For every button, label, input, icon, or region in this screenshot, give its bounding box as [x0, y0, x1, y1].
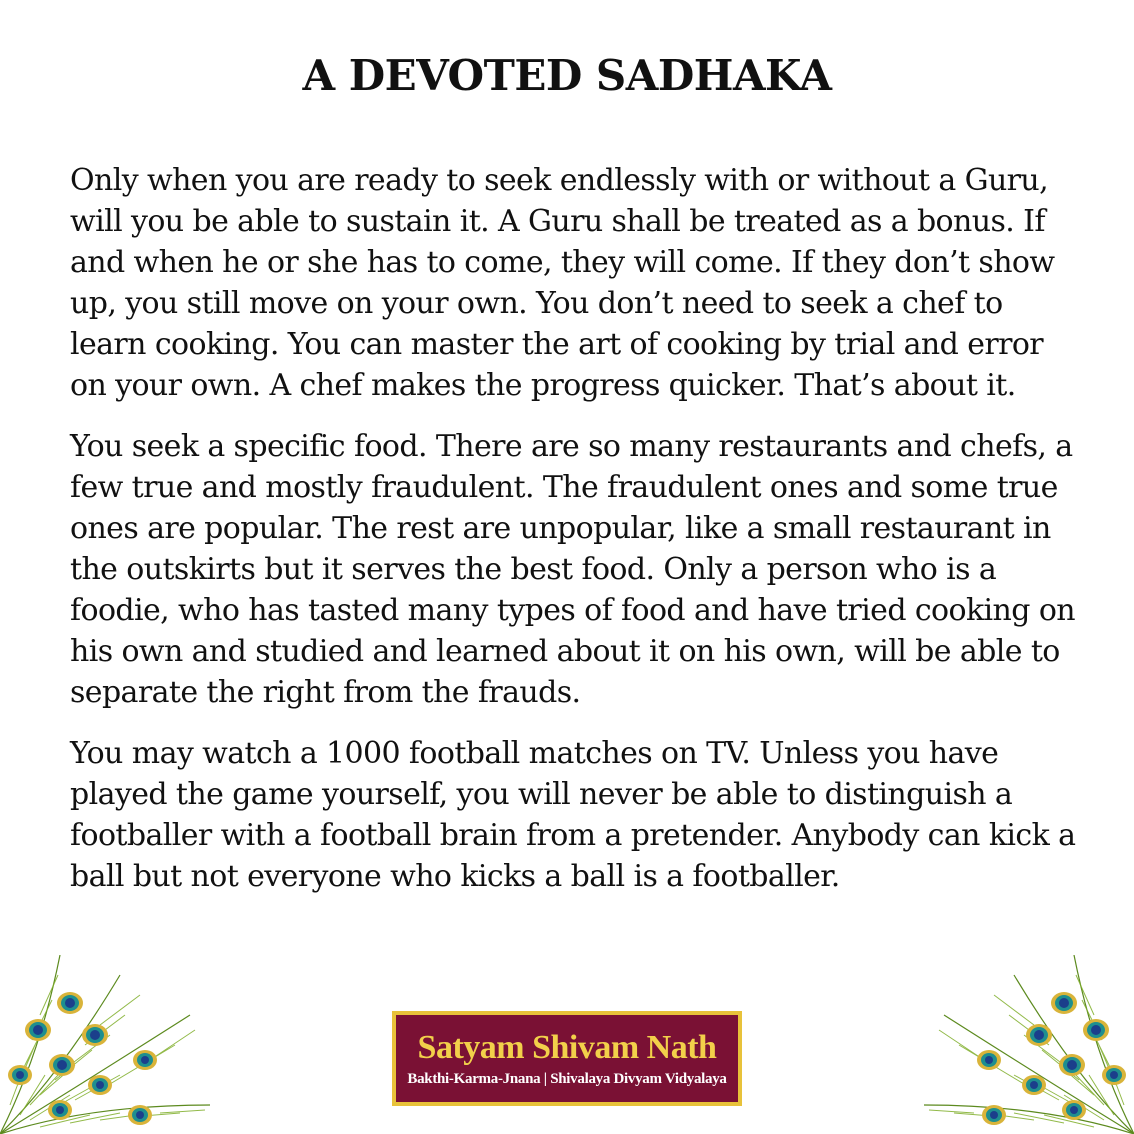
page-title: A DEVOTED SADHAKA [302, 51, 832, 100]
paragraph-1: Only when you are ready to seek endlessly with or without a Guru, will you be able to sustain it. A Guru shall be treated as a bonus. If and when he or she has to come, they will come. If they don’t show up, you still move on your own. You don’t need to seek a chef to learn cooking. You can master the art of cooking by trial and error on your own. A chef makes the progress quicker. That’s about it. [70, 163, 1055, 403]
paragraph-2: You seek a specific food. There are so many restaurants and chefs, a few true and mostly fraudulent. The fraudulent ones and some true ones are popular. The rest are unpopular, like a small restaurant in the outskirts but it serves the best food. Only a person who is a foodie, who has tasted many types of food and have tried cooking on his own and studied and learned about it on his own, will be able to separate the right from the frauds. [70, 429, 1075, 710]
logo-name: Satyam Shivam Nath [417, 1029, 717, 1066]
article-body [70, 160, 1080, 917]
brand-logo [392, 1011, 742, 1106]
peacock-feather-icon [0, 955, 215, 1134]
logo-tagline: Bakthi-Karma-Jnana | Shivalaya Divyam Vidyalaya [407, 1071, 727, 1087]
peacock-feather-icon [919, 955, 1134, 1134]
paragraph-3: You may watch a 1000 football matches on TV. Unless you have played the game yourself, you will never be able to distinguish a footballer with a football brain from a pretender. Anybody can kick a ball but not everyone who kicks a ball is a footballer. [70, 736, 1076, 894]
